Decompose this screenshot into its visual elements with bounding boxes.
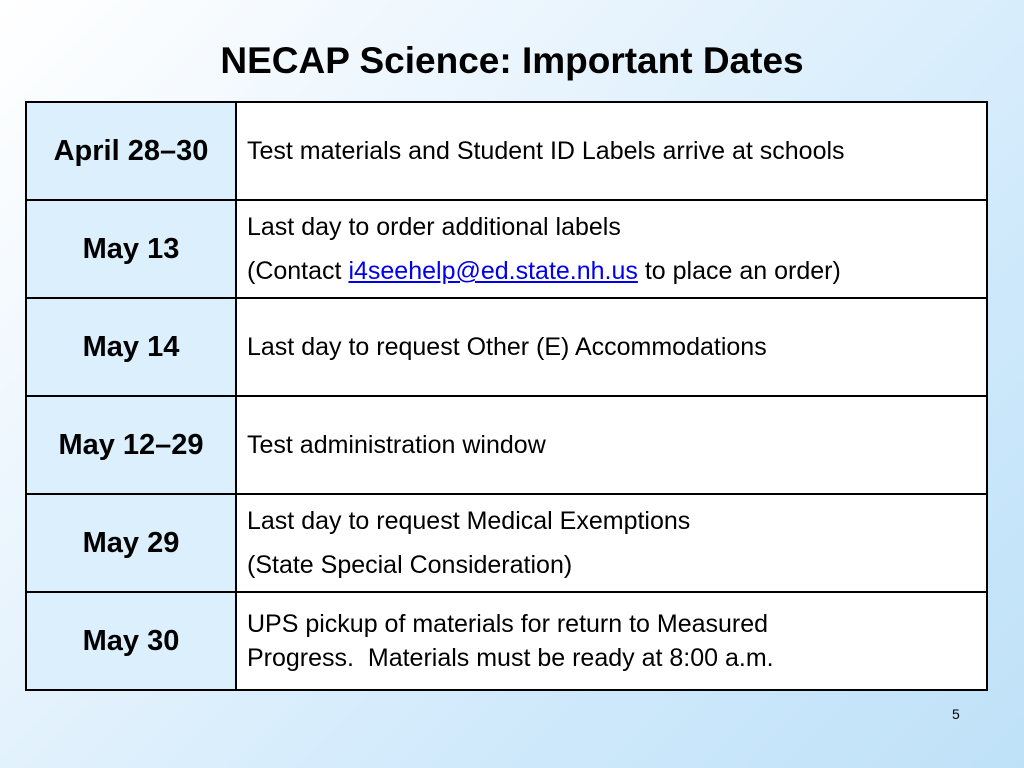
description-line: Test administration window xyxy=(247,431,546,459)
description-cell xyxy=(236,592,987,690)
date-cell: May 30 xyxy=(26,592,236,690)
description-line: Last day to order additional labels xyxy=(247,213,621,241)
description-line: Test materials and Student ID Labels arrive at schools xyxy=(247,137,845,165)
description-line: Last day to request Other (E) Accommodations xyxy=(247,333,767,361)
description-cell xyxy=(236,396,987,494)
table-row xyxy=(26,592,987,690)
description-line: UPS pickup of materials for return to Measured xyxy=(247,610,769,638)
table-row xyxy=(26,200,987,298)
description-cell xyxy=(236,102,987,200)
date-cell: May 12–29 xyxy=(26,396,236,494)
table-row xyxy=(26,298,987,396)
date-cell: May 29 xyxy=(26,494,236,592)
date-cell: April 28–30 xyxy=(26,102,236,200)
table-row xyxy=(26,396,987,494)
email-link[interactable]: i4seehelp@ed.state.nh.us xyxy=(348,257,638,285)
table-row xyxy=(26,494,987,592)
description-cell xyxy=(236,298,987,396)
description-cell xyxy=(236,494,987,592)
description-line-2: Progress. Materials must be ready at 8:00 a.m. xyxy=(247,644,774,672)
slide-title: NECAP Science: Important Dates xyxy=(220,40,804,81)
table-row xyxy=(26,102,987,200)
page-number: 5 xyxy=(952,706,960,722)
description-cell xyxy=(236,200,987,298)
description-line-2 xyxy=(247,254,978,288)
contact-suffix: to place an order) xyxy=(637,257,841,285)
description-line-2: (State Special Consideration) xyxy=(247,551,573,579)
dates-table xyxy=(25,101,988,691)
contact-prefix: (Contact xyxy=(247,257,349,285)
date-cell: May 13 xyxy=(26,200,236,298)
date-cell: May 14 xyxy=(26,298,236,396)
description-line: Last day to request Medical Exemptions xyxy=(247,507,691,535)
